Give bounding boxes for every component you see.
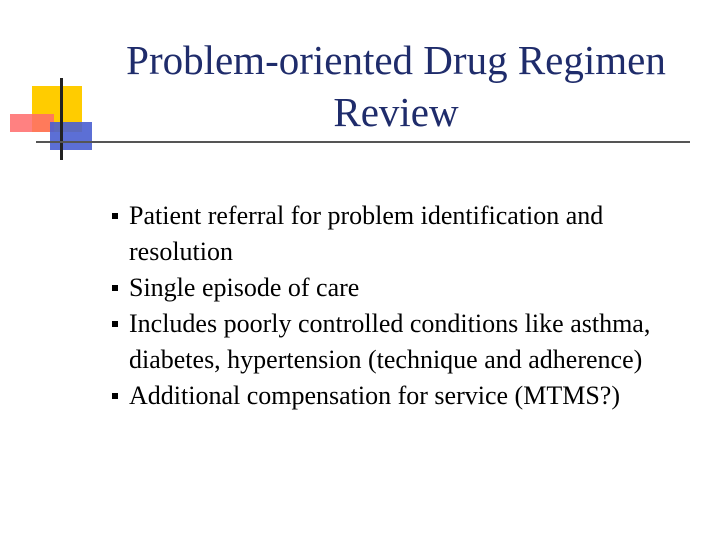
bullet-item: [112, 306, 702, 378]
bullet-text: Single episode of care: [129, 273, 360, 302]
bullet-text: Includes poorly controlled conditions like asthma, diabetes, hypertension (technique and adherence): [129, 309, 651, 374]
square-bullet-icon: [112, 321, 118, 327]
bullet-text: Patient referral for problem identification and resolution: [129, 201, 604, 266]
bullet-text: Additional compensation for service (MTMS?): [129, 381, 620, 410]
square-bullet-icon: [112, 393, 118, 399]
slide-title-line-2: Review: [333, 89, 459, 135]
title-divider-line: [36, 141, 690, 143]
bullet-item: [112, 198, 702, 270]
logo-vertical-line-icon: [60, 78, 63, 160]
square-bullet-icon: [112, 213, 118, 219]
bullet-item: [112, 270, 702, 306]
square-bullet-icon: [112, 285, 118, 291]
slide-title-line-1: Problem-oriented Drug Regimen: [126, 37, 666, 83]
slide-title: [96, 34, 696, 138]
logo-red-bar-icon: [10, 114, 54, 132]
bullet-item: [112, 378, 702, 414]
logo-blue-square-icon: [50, 122, 92, 150]
bullet-list: [112, 198, 702, 414]
